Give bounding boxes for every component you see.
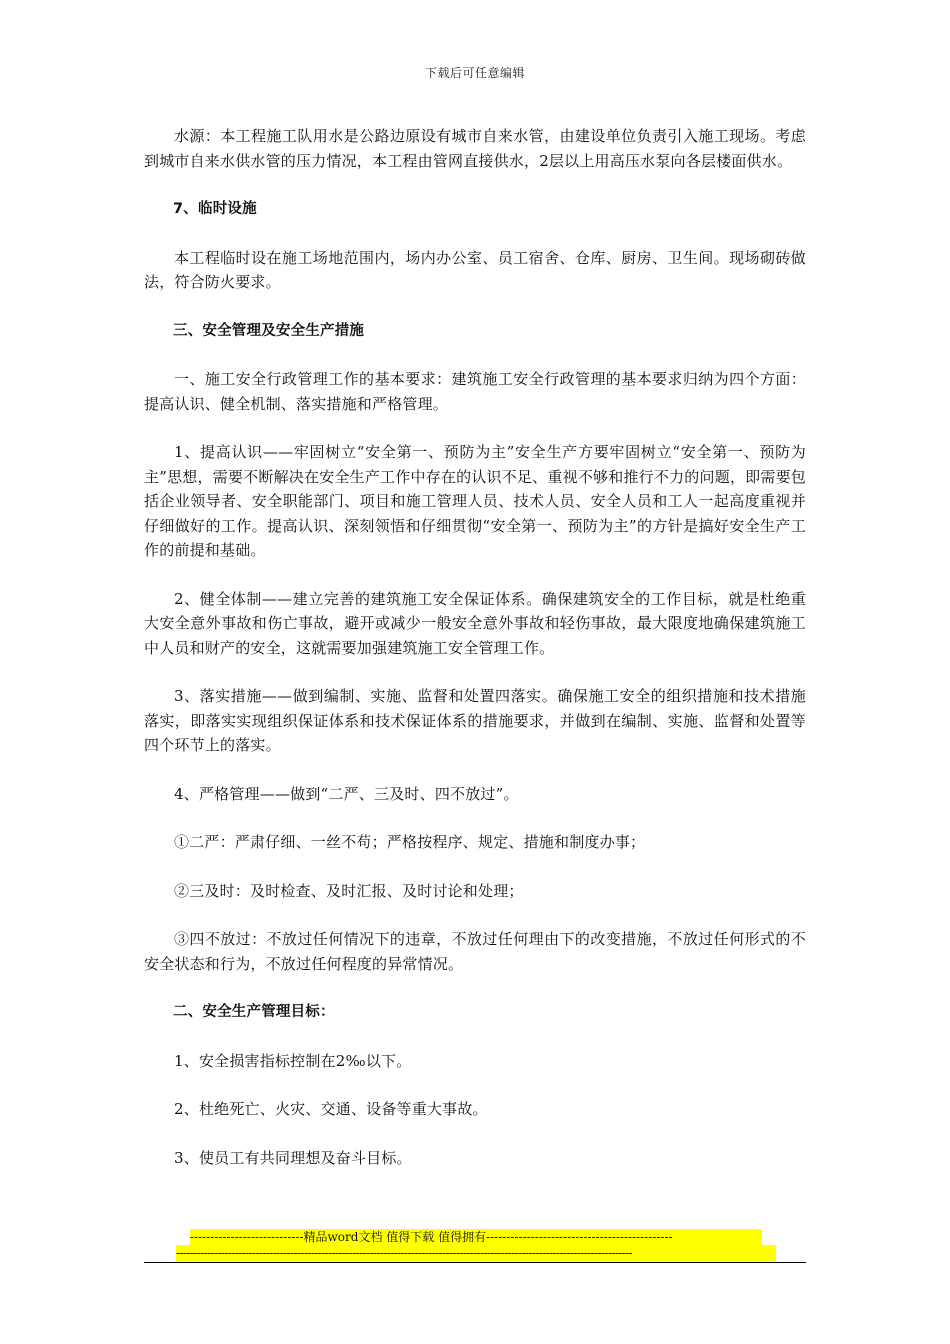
body-paragraph: ③四不放过：不放过任何情况下的违章，不放过任何理由下的改变措施，不放过任何形式的不安全状态和行为，不放过任何程度的异常情况。 [144,930,806,973]
body-paragraph: 1、安全损害指标控制在2‰以下。 [174,1051,412,1070]
body-paragraph: 1、提高认识——牢固树立“安全第一、预防为主”安全生产方要牢固树立“安全第一、预防为主”思想，需要不断解决在安全生产工作中存在的认识不足、重视不够和推行不力的问题，即需要包括企业领导者、安全职能部门、项目和施工管理人员、技术人员、安全人员和工人一起高度重视并仔细做好的工作。提高认识、深刻领悟和仔细贯彻“安全第一、预防为主”的方针是搞好安全生产工作的前提和基础。 [144,443,806,559]
body-paragraph: 2、健全体制——建立完善的建筑施工安全保证体系。确保建筑安全的工作目标，就是杜绝重大安全意外事故和伤亡事故，避开或减少一般安全意外事故和轻伤事故，最大限度地确保建筑施工中人员和财产的安全，这就需要加强建筑施工安全管理工作。 [144,589,806,657]
section-heading: 7、临时设施 [173,201,257,217]
body-paragraph: 4、严格管理——做到“二严、三及时、四不放过”。 [174,784,519,803]
footer-dash-line: ------------------------------------------------------------------------------------------------------------------------------------ [176,1245,776,1261]
body-paragraph: 水源：本工程施工队用水是公路边原设有城市自来水管，由建设单位负责引入施工现场。考虑到城市自来水供水管的压力情况，本工程由管网直接供水，2层以上用高压水泵向各层楼面供水。 [144,127,806,170]
body-paragraph: 3、使员工有共同理想及奋斗目标。 [174,1148,412,1167]
body-paragraph: 3、落实措施——做到编制、实施、监督和处置四落实。确保施工安全的组织措施和技术措施落实，即落实实现组织保证体系和技术保证体系的措施要求，并做到在编制、实施、监督和处置等四个环节上的落实。 [144,687,806,754]
section-heading: 三、安全管理及安全生产措施 [173,322,365,339]
footer-rule [144,1262,806,1263]
body-paragraph: 本工程临时设在施工场地范围内，场内办公室、员工宿舍、仓库、厨房、卫生间。现场砌砖做法，符合防火要求。 [144,248,806,291]
page-header: 下载后可任意编辑 [424,66,525,80]
body-paragraph: 2、杜绝死亡、火灾、交通、设备等重大事故。 [174,1100,488,1118]
body-paragraph: 一、施工安全行政管理工作的基本要求：建筑施工安全行政管理的基本要求归纳为四个方面：提高认识、健全机制、落实措施和严格管理。 [144,370,806,413]
document-body [144,124,806,1194]
section-heading: 二、安全生产管理目标： [173,1004,335,1020]
body-paragraph: ②三及时：及时检查、及时汇报、及时讨论和处理； [174,881,524,900]
body-paragraph: ①二严：严肃仔细、一丝不苟；严格按程序、规定、措施和制度办事； [174,833,646,851]
footer-banner: ----------------------------精品word文档 值得下载 值得拥有---------------------------------------------- [190,1229,762,1245]
